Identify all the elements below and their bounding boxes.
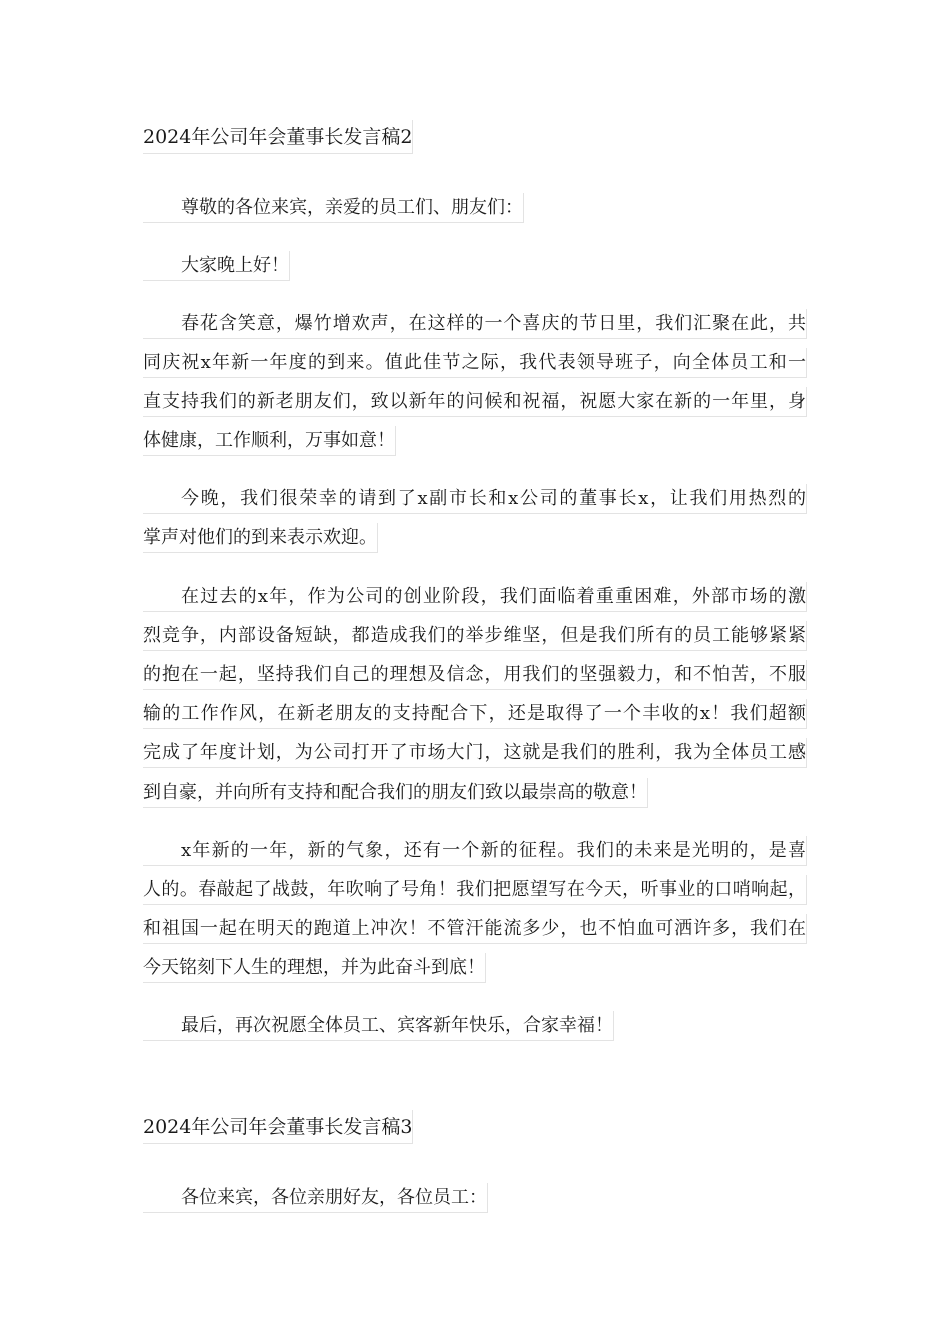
salutation: 大家晚上好！ [143, 251, 290, 281]
paragraph-line: 掌声对他们的到来表示欢迎。 [143, 523, 378, 553]
paragraph-line: 到自豪，并向所有支持和配合我们的朋友们致以最崇高的敬意！ [143, 778, 648, 808]
paragraph-line: 完成了年度计划，为公司打开了市场大门，这就是我们的胜利，我为全体员工感 [143, 738, 807, 768]
paragraph-line: 和祖国一起在明天的跑道上冲次！不管汗能流多少，也不怕血可洒许多，我们在 [143, 914, 807, 944]
paragraph-line: 直支持我们的新老朋友们，致以新年的问候和祝福，祝愿大家在新的一年里，身 [143, 387, 807, 417]
paragraph-line: 今晚，我们很荣幸的请到了x副市长和x公司的董事长x，让我们用热烈的 [143, 484, 807, 514]
paragraph-line: 在过去的x年，作为公司的创业阶段，我们面临着重重困难，外部市场的激 [143, 582, 807, 612]
section-title: 2024年公司年会董事长发言稿3 [143, 1110, 413, 1144]
paragraph-line: 今天铭刻下人生的理想，并为此奋斗到底！ [143, 953, 486, 983]
section-title: 2024年公司年会董事长发言稿2 [143, 120, 413, 154]
paragraph-line: 的抱在一起，坚持我们自己的理想及信念，用我们的坚强毅力，和不怕苦，不服 [143, 660, 807, 690]
paragraph-line: 最后，再次祝愿全体员工、宾客新年快乐，合家幸福！ [143, 1011, 614, 1041]
paragraph-line: 输的工作作风，在新老朋友的支持配合下，还是取得了一个丰收的x！我们超额 [143, 699, 807, 729]
paragraph-line: x年新的一年，新的气象，还有一个新的征程。我们的未来是光明的，是喜 [143, 836, 807, 866]
paragraph-line: 春花含笑意，爆竹增欢声，在这样的一个喜庆的节日里，我们汇聚在此，共 [143, 309, 807, 339]
paragraph-line: 人的。春敲起了战鼓，年吹响了号角！我们把愿望写在今天，听事业的口哨响起， [143, 875, 807, 905]
greeting: 各位来宾，各位亲朋好友，各位员工： [143, 1183, 488, 1213]
paragraph-line: 同庆祝x年新一年度的到来。值此佳节之际，我代表领导班子，向全体员工和一 [143, 348, 807, 378]
paragraph-line: 体健康，工作顺利，万事如意！ [143, 426, 396, 456]
paragraph-line: 烈竞争，内部设备短缺，都造成我们的举步维坚，但是我们所有的员工能够紧紧 [143, 621, 807, 651]
greeting: 尊敬的各位来宾，亲爱的员工们、朋友们： [143, 193, 524, 223]
